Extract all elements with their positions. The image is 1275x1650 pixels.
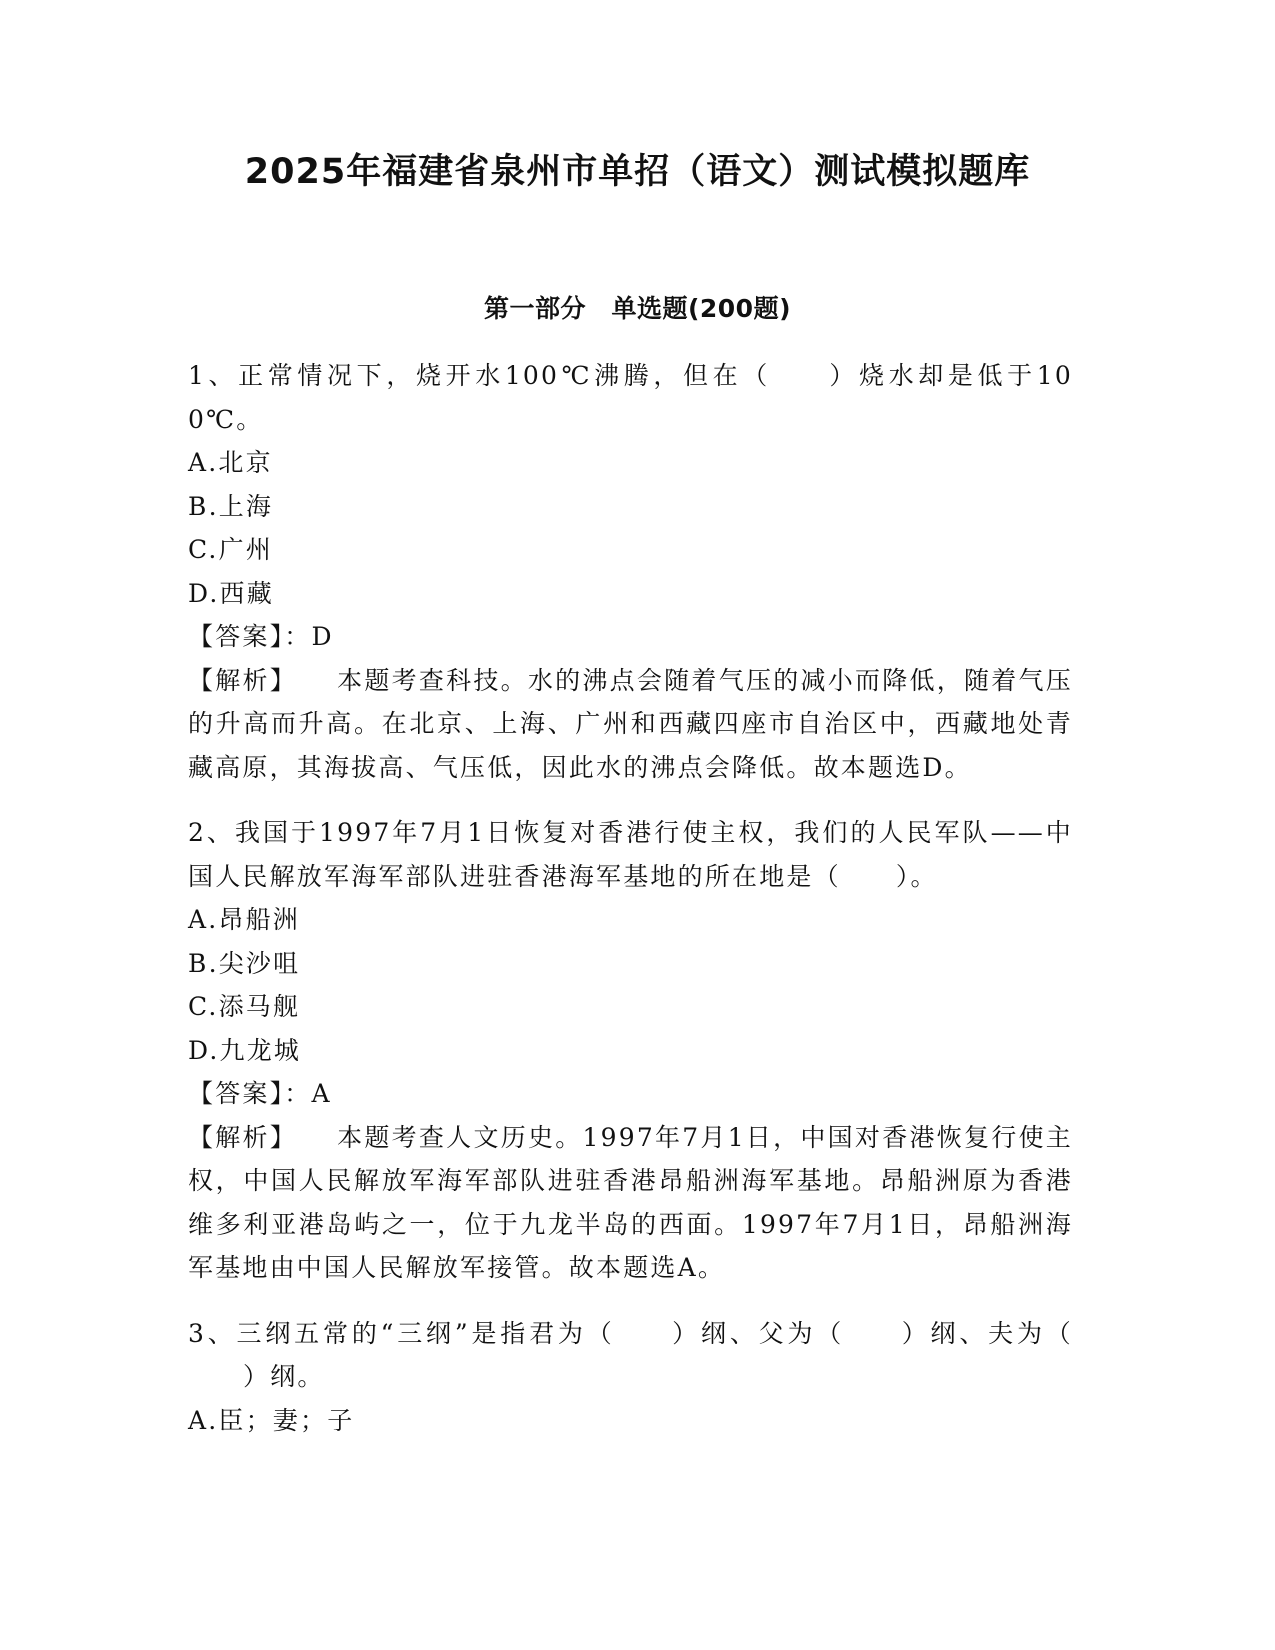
document-title: 2025年福建省泉州市单招（语文）测试模拟题库 <box>244 152 1031 192</box>
option-c: C.添马舰 <box>188 992 301 1021</box>
question-text: ）纲、父为（ <box>670 1318 846 1348</box>
explanation-text: 本题考查科技。水的沸点会随着气压的减小而降低，随着气压的升高而升高。在北京、上海、广州和西藏四座市自治区中，西藏地处青藏高原，其海拔高、气压低，因此水的沸点会降低。故本题选D。 <box>188 665 1073 782</box>
section-title: 第一部分 单选题(200题) <box>483 294 792 323</box>
option-d: D.九龙城 <box>188 1035 302 1065</box>
option-a: A.北京 <box>188 448 273 477</box>
question-text: 我国于1997年7月1日恢复对香港行使主权，我们的人民军队——中国人民解放军海军部队进驻香港海军基地的所在地是（ <box>188 818 1073 891</box>
answer-line <box>188 615 1073 659</box>
question-text: ）。 <box>895 861 938 891</box>
question-number: 1、 <box>188 361 239 390</box>
explanation-label: 【解析】 <box>188 665 298 695</box>
question-list <box>188 354 1073 1464</box>
question-1 <box>188 354 1073 789</box>
option-a: A.昂船洲 <box>188 905 301 934</box>
answer-label: 【答案】： <box>188 622 312 651</box>
answer-label: 【答案】： <box>188 1079 312 1108</box>
question-number: 2、 <box>188 818 235 847</box>
question-stem <box>188 1312 1073 1399</box>
answer-line <box>188 1072 1073 1116</box>
question-stem <box>188 811 1073 898</box>
option-c: C.广州 <box>188 535 273 564</box>
explanation-text: 本题考查人文历史。1997年7月1日，中国对香港恢复行使主权，中国人民解放军海军部队进驻香港昂船洲海军基地。昂船洲原为香港维多利亚港岛屿之一，位于九龙半岛的西面。1997年7月1日，昂船洲海军基地由中国人民解放军接管。故本题选A。 <box>188 1122 1073 1282</box>
option-d: D.西藏 <box>188 578 274 608</box>
option-a: A.臣；妻；子 <box>188 1405 355 1435</box>
answer-value: D <box>311 622 334 651</box>
question-number: 3、 <box>188 1318 237 1348</box>
explanation-line <box>188 1116 1073 1290</box>
answer-value: A <box>311 1079 332 1108</box>
question-text: ）烧水却是低于100℃。 <box>188 361 1073 434</box>
question-text: 正常情况下，烧开水100℃沸腾，但在（ <box>238 361 772 390</box>
question-3 <box>188 1312 1073 1443</box>
question-text: ）纲。 <box>243 1362 325 1391</box>
explanation-label: 【解析】 <box>188 1122 298 1152</box>
question-stem <box>188 354 1073 441</box>
question-text: 三纲五常的“三纲”是指君为（ <box>236 1318 616 1348</box>
option-b: B.尖沙咀 <box>188 948 301 978</box>
option-b: B.上海 <box>188 491 274 521</box>
question-2 <box>188 811 1073 1290</box>
explanation-line <box>188 659 1073 790</box>
question-text: ）纲、夫为（ <box>900 1318 1073 1348</box>
